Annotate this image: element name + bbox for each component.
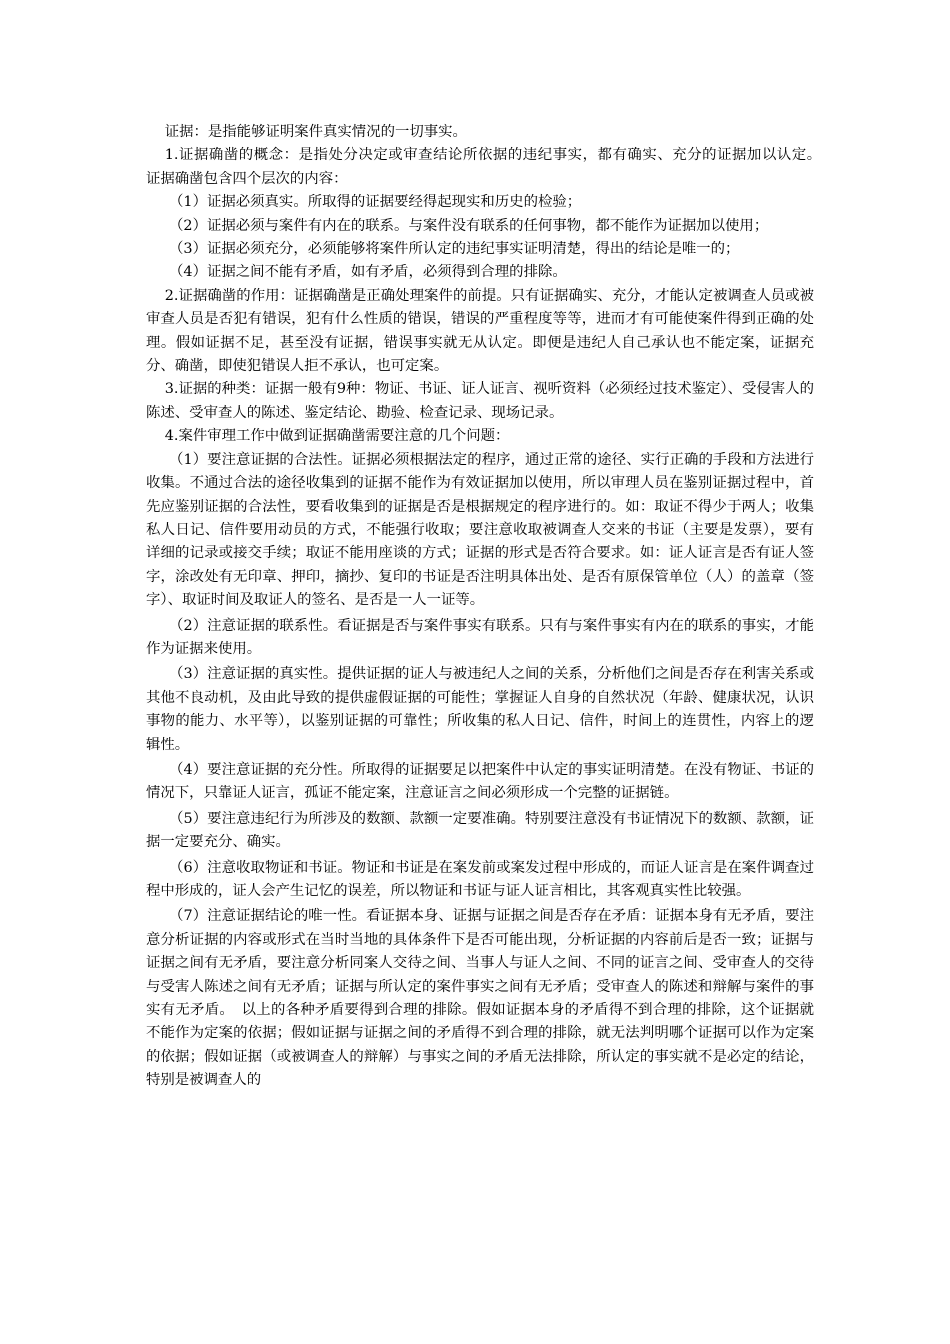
list-item: （5）要注意违纪行为所涉及的数额、款额一定要准确。特别要注意没有书证情况下的数额、款额，证据一定要充分、确实。 [146, 810, 814, 851]
section-3-paragraph: 3.证据的种类：证据一般有9种：物证、书证、证人证言、视听资料（必须经过技术鉴定）、受侵害人的陈述、受审查人的陈述、鉴定结论、勘验、检查记录、现场记录。 [146, 381, 814, 421]
section-1-paragraph: 1.证据确凿的概念：是指处分决定或审查结论所依据的违纪事实，都有确实、充分的证据加以认定。 证据确凿包含四个层次的内容： [146, 147, 829, 187]
intro-paragraph: 证据：是指能够证明案件真实情况的一切事实。 [164, 124, 467, 140]
list-item: （2）证据必须与案件有内在的联系。与案件没有联系的任何事物，都不能作为证据加以使用； [169, 217, 769, 234]
list-item: （3）证据必须充分，必须能够将案件所认定的违纪事实证明清楚，得出的结论是唯一的； [169, 241, 740, 258]
document-body [146, 121, 829, 1093]
list-item: （4）证据之间不能有矛盾，如有矛盾，必须得到合理的排除。 [169, 264, 567, 281]
section-2-paragraph: 2.证据确凿的作用：证据确凿是正确处理案件的前提。只有证据确实、充分，才能认定被调查人员或被审查人员是否犯有错误，犯有什么性质的错误，错误的严重程度等等，进而才有可能使案件得到正确的处理。假如证据不足，甚至没有证据，错误事实就无从认定。即便是违纪人自己承认也不能定案，证据充分、确凿，即使犯错误人拒不承认，也可定案。 [146, 287, 814, 375]
list-item: （6）注意收取物证和书证。物证和书证是在案发前或案发过程中形成的，而证人证言是在案件调查过程中形成的，证人会产生记忆的误差，所以物证和书证与证人证言相比，其客观真实性比较强。 [146, 859, 814, 899]
list-item: （2）注意证据的联系性。看证据是否与案件事实有联系。只有与案件事实有内在的联系的事实，才能作为证据来使用。 [146, 617, 814, 657]
list-item: （3）注意证据的真实性。提供证据的证人与被违纪人之间的关系，分析他们之间是否存在利害关系或其他不良动机，及由此导致的提供虚假证据的可能性；掌握证人自身的自然状况（年龄、健康状况，认识事物的能力、水平等），以鉴别证据的可靠性；所收集的私人日记、信件，时间上的连贯性，内容上的逻辑性。 [146, 666, 814, 753]
list-item: （7）注意证据结论的唯一性。看证据本身、证据与证据之间是否存在矛盾：证据本身有无矛盾，要注意分析证据的内容或形式在当时当地的具体条件下是否可能出现，分析证据的内容前后是否一致；证据与证据之间有无矛盾，要注意分析同案人交待之间、当事人与证人之间、不同的证言之间、受审查人的交待与受害人陈述之间有无矛盾；证据与所认定的案件事实之间有无矛盾；受审查人的陈述和辩解与案件的事实有无矛盾。 以上的各种矛盾要得到合理的排除。假如证据本身的矛盾得不到合理的排除，这个证据就不能作为定案的依据；假如证据与证据之间的矛盾得不到合理的排除，就无法判明哪个证据可以作为定案的依据；假如证据（或被调查人的辩解）与事实之间的矛盾无法排除，所认定的事实就不是必定的结论，特别是被调查人的 [146, 908, 814, 1089]
list-item: （1）证据必须真实。所取得的证据要经得起现实和历史的检验； [169, 194, 582, 211]
section-4-heading: 4.案件审理工作中做到证据确凿需要注意的几个问题： [164, 428, 510, 445]
list-item: （1）要注意证据的合法性。证据必须根据法定的程序，通过正常的途径、实行正确的手段和方法进行收集。不通过合法的途径收集到的证据不能作为有效证据加以使用，所以审理人员在鉴别证据过程中，首先应鉴别证据的合法性，要看收集到的证据是否是根据规定的程序进行的。如：取证不得少于两人；收集私人日记、信件要用动员的方式，不能强行收取；要注意收取被调查人交来的书证（主要是发票），要有详细的记录或接交手续；取证不能用座谈的方式；证据的形式是否符合要求。如：证人证言是否有证人签字，涂改处有无印章、押印，摘抄、复印的书证是否注明具体出处、是否有原保管单位（人）的盖章（签字）、取证时间及取证人的签名、是否是一人一证等。 [146, 451, 814, 609]
list-item: （4）要注意证据的充分性。所取得的证据要足以把案件中认定的事实证明清楚。在没有物证、书证的情况下，只靠证人证言，孤证不能定案，注意证言之间必须形成一个完整的证据链。 [146, 761, 814, 802]
